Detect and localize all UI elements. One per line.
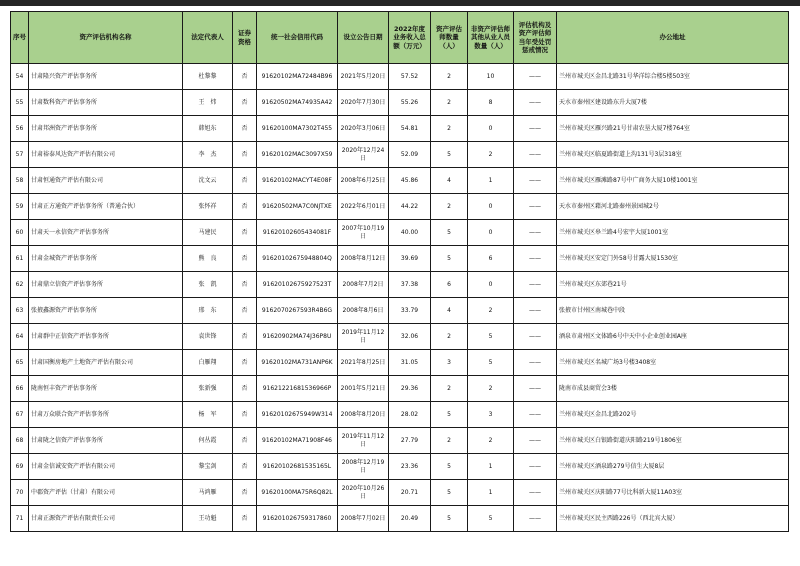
cell-appr: 4 xyxy=(431,168,468,194)
cell-punish: —— xyxy=(514,220,557,246)
table-row xyxy=(11,454,789,480)
cell-legal: 何丛霞 xyxy=(183,428,233,454)
cell-appr: 2 xyxy=(431,376,468,402)
cell-legal: 马建民 xyxy=(183,220,233,246)
table-row xyxy=(11,480,789,506)
cell-punish: —— xyxy=(514,194,557,220)
cell-legal: 王 炜 xyxy=(183,90,233,116)
cell-punish: —— xyxy=(514,402,557,428)
cell-income: 32.06 xyxy=(389,324,431,350)
header-punishment: 评估机构及资产评估师当年受处罚惩戒情况 xyxy=(514,12,557,64)
cell-staff: 5 xyxy=(468,350,514,376)
header-credit-code: 统一社会信用代码 xyxy=(257,12,338,64)
cell-legal: 张新强 xyxy=(183,376,233,402)
cell-income: 40.00 xyxy=(389,220,431,246)
cell-code: 91620502MA7C0NJTXE xyxy=(257,194,338,220)
cell-staff: 2 xyxy=(468,142,514,168)
cell-punish: —— xyxy=(514,506,557,532)
cell-address: 张掖市甘州区南城巷中段 xyxy=(557,298,789,324)
cell-name: 张掖鑫源资产评估事务所 xyxy=(29,298,183,324)
table-body xyxy=(11,64,789,532)
cell-index: 59 xyxy=(11,194,29,220)
table-row xyxy=(11,376,789,402)
cell-date: 2020年10月26日 xyxy=(338,480,389,506)
cell-legal: 张 凯 xyxy=(183,272,233,298)
cell-code: 916201026759317860 xyxy=(257,506,338,532)
cell-staff: 1 xyxy=(468,454,514,480)
cell-code: 91620102681535165L xyxy=(257,454,338,480)
cell-income: 29.36 xyxy=(389,376,431,402)
cell-name: 甘肃恒通资产评估有限公司 xyxy=(29,168,183,194)
cell-date: 2001年5月21日 xyxy=(338,376,389,402)
cell-date: 2008年8月20日 xyxy=(338,402,389,428)
cell-sec: 否 xyxy=(233,116,257,142)
cell-name: 甘肃鼎立信资产评估事务所 xyxy=(29,272,183,298)
appraisal-institutions-table xyxy=(10,11,789,532)
cell-staff: 0 xyxy=(468,194,514,220)
cell-income: 23.36 xyxy=(389,454,431,480)
cell-sec: 否 xyxy=(233,298,257,324)
cell-sec: 否 xyxy=(233,454,257,480)
cell-sec: 否 xyxy=(233,246,257,272)
table-row xyxy=(11,194,789,220)
cell-staff: 2 xyxy=(468,376,514,402)
cell-date: 2007年10月19日 xyxy=(338,220,389,246)
table-row xyxy=(11,350,789,376)
table-row xyxy=(11,64,789,90)
cell-index: 58 xyxy=(11,168,29,194)
table-row xyxy=(11,402,789,428)
cell-legal: 杨 军 xyxy=(183,402,233,428)
cell-index: 67 xyxy=(11,402,29,428)
cell-staff: 3 xyxy=(468,402,514,428)
cell-income: 57.52 xyxy=(389,64,431,90)
cell-appr: 2 xyxy=(431,64,468,90)
cell-income: 27.79 xyxy=(389,428,431,454)
cell-staff: 0 xyxy=(468,272,514,298)
cell-staff: 8 xyxy=(468,90,514,116)
cell-index: 66 xyxy=(11,376,29,402)
cell-punish: —— xyxy=(514,428,557,454)
cell-punish: —— xyxy=(514,90,557,116)
cell-punish: —— xyxy=(514,480,557,506)
cell-legal: 黎宝剑 xyxy=(183,454,233,480)
cell-income: 55.26 xyxy=(389,90,431,116)
cell-code: 91620102675927523T xyxy=(257,272,338,298)
cell-name: 中郡资产评估（甘肃）有限公司 xyxy=(29,480,183,506)
cell-punish: —— xyxy=(514,350,557,376)
cell-income: 20.71 xyxy=(389,480,431,506)
cell-appr: 4 xyxy=(431,298,468,324)
cell-appr: 5 xyxy=(431,142,468,168)
cell-name: 甘肃隆兴资产评估事务所 xyxy=(29,64,183,90)
cell-sec: 否 xyxy=(233,376,257,402)
cell-address: 兰州市城关区白银路街道庆阳路219号1806室 xyxy=(557,428,789,454)
cell-income: 39.69 xyxy=(389,246,431,272)
cell-legal: 杜黎黎 xyxy=(183,64,233,90)
cell-income: 54.81 xyxy=(389,116,431,142)
cell-income: 52.09 xyxy=(389,142,431,168)
cell-punish: —— xyxy=(514,376,557,402)
cell-name: 陇南恒丰资产评估事务所 xyxy=(29,376,183,402)
header-announce-date: 设立公告日期 xyxy=(338,12,389,64)
cell-address: 兰州市城关区庆阳路77号比科新大厦11A03室 xyxy=(557,480,789,506)
cell-appr: 2 xyxy=(431,324,468,350)
cell-income: 28.02 xyxy=(389,402,431,428)
cell-index: 71 xyxy=(11,506,29,532)
cell-date: 2008年12月19日 xyxy=(338,454,389,480)
cell-legal: 邢 东 xyxy=(183,298,233,324)
cell-code: 91620902MA74J36P8U xyxy=(257,324,338,350)
header-legal-rep: 法定代表人 xyxy=(183,12,233,64)
cell-date: 2008年8月6日 xyxy=(338,298,389,324)
cell-income: 20.49 xyxy=(389,506,431,532)
cell-staff: 2 xyxy=(468,428,514,454)
cell-code: 91620102675949W314 xyxy=(257,402,338,428)
cell-address: 兰州市城关区民主西路226号（西北宾大厦） xyxy=(557,506,789,532)
cell-name: 甘肃陇之信资产评估事务所 xyxy=(29,428,183,454)
cell-address: 兰州市城关区东郊巷21号 xyxy=(557,272,789,298)
cell-legal: 马鸿雁 xyxy=(183,480,233,506)
cell-income: 45.86 xyxy=(389,168,431,194)
cell-staff: 1 xyxy=(468,480,514,506)
cell-appr: 2 xyxy=(431,428,468,454)
cell-index: 63 xyxy=(11,298,29,324)
cell-code: 91620502MA74935A42 xyxy=(257,90,338,116)
cell-address: 陇南市成县商贸会3楼 xyxy=(557,376,789,402)
cell-punish: —— xyxy=(514,116,557,142)
table-header xyxy=(11,12,789,64)
cell-date: 2008年7月2日 xyxy=(338,272,389,298)
table-row xyxy=(11,116,789,142)
cell-name: 甘肃正源资产评估有限责任公司 xyxy=(29,506,183,532)
cell-address: 兰州市城关区金昌北路31号华洋综合楼5楼503室 xyxy=(557,64,789,90)
cell-sec: 否 xyxy=(233,480,257,506)
cell-legal: 沈文云 xyxy=(183,168,233,194)
cell-income: 33.79 xyxy=(389,298,431,324)
cell-staff: 2 xyxy=(468,298,514,324)
cell-name: 甘肃群中正信资产评估事务所 xyxy=(29,324,183,350)
table-row xyxy=(11,246,789,272)
header-income-2022: 2022年度业务收入总额（万元） xyxy=(389,12,431,64)
cell-appr: 5 xyxy=(431,246,468,272)
cell-address: 兰州市城关区安定门外58号甘露大厦1530室 xyxy=(557,246,789,272)
cell-appr: 2 xyxy=(431,194,468,220)
cell-address: 天水市秦州区建设路东升大厦7楼 xyxy=(557,90,789,116)
cell-date: 2019年11月12日 xyxy=(338,428,389,454)
cell-income: 44.22 xyxy=(389,194,431,220)
cell-sec: 否 xyxy=(233,142,257,168)
cell-legal: 张怀祥 xyxy=(183,194,233,220)
cell-name: 甘肃金信诚安资产评估有限公司 xyxy=(29,454,183,480)
cell-punish: —— xyxy=(514,454,557,480)
cell-index: 55 xyxy=(11,90,29,116)
cell-date: 2022年6月01日 xyxy=(338,194,389,220)
cell-punish: —— xyxy=(514,272,557,298)
cell-code: 91620100MA7302T455 xyxy=(257,116,338,142)
top-dark-bar xyxy=(0,0,800,6)
cell-income: 37.38 xyxy=(389,272,431,298)
cell-index: 60 xyxy=(11,220,29,246)
cell-address: 酒泉市肃州区文体路6号中天中小企业创业园A座 xyxy=(557,324,789,350)
table-row xyxy=(11,428,789,454)
cell-index: 64 xyxy=(11,324,29,350)
cell-date: 2020年3月06日 xyxy=(338,116,389,142)
cell-index: 56 xyxy=(11,116,29,142)
cell-legal: 王功魁 xyxy=(183,506,233,532)
cell-name: 甘肃邦洲资产评估事务所 xyxy=(29,116,183,142)
cell-index: 65 xyxy=(11,350,29,376)
table-row xyxy=(11,324,789,350)
cell-code: 91620100MA75R6Q82L xyxy=(257,480,338,506)
cell-sec: 否 xyxy=(233,506,257,532)
cell-date: 2020年12月24日 xyxy=(338,142,389,168)
header-office-address: 办公地址 xyxy=(557,12,789,64)
cell-address: 兰州市城关区名城广场3号楼3408室 xyxy=(557,350,789,376)
cell-appr: 5 xyxy=(431,506,468,532)
cell-code: 91620102MA72484B96 xyxy=(257,64,338,90)
table-row xyxy=(11,506,789,532)
cell-date: 2008年7月02日 xyxy=(338,506,389,532)
cell-index: 70 xyxy=(11,480,29,506)
cell-date: 2008年8月12日 xyxy=(338,246,389,272)
cell-sec: 否 xyxy=(233,350,257,376)
cell-punish: —— xyxy=(514,168,557,194)
cell-name: 甘肃万众联合资产评估事务所 xyxy=(29,402,183,428)
header-securities: 证券资格 xyxy=(233,12,257,64)
cell-appr: 3 xyxy=(431,350,468,376)
cell-code: 91620102MA731ANP6K xyxy=(257,350,338,376)
cell-punish: —— xyxy=(514,298,557,324)
cell-code: 91620102MAC3097X59 xyxy=(257,142,338,168)
header-index: 序号 xyxy=(11,12,29,64)
cell-punish: —— xyxy=(514,142,557,168)
cell-address: 天水市秦州区藉河北路秦州景园城2号 xyxy=(557,194,789,220)
cell-name: 甘肃天一永信资产评估事务所 xyxy=(29,220,183,246)
cell-code: 91620102675948804Q xyxy=(257,246,338,272)
cell-appr: 5 xyxy=(431,480,468,506)
cell-appr: 5 xyxy=(431,220,468,246)
cell-address: 兰州市城关区酒泉路279号信生大厦8层 xyxy=(557,454,789,480)
cell-code: 91621221681536966P xyxy=(257,376,338,402)
cell-name: 甘肃裕泰风达资产评估有限公司 xyxy=(29,142,183,168)
cell-date: 2020年7月30日 xyxy=(338,90,389,116)
cell-index: 62 xyxy=(11,272,29,298)
cell-index: 68 xyxy=(11,428,29,454)
table-row xyxy=(11,272,789,298)
cell-code: 91620102605434081F xyxy=(257,220,338,246)
header-appraiser-count: 资产评估师数量（人） xyxy=(431,12,468,64)
cell-code: 9162070267593R4B6G xyxy=(257,298,338,324)
cell-name: 甘肃国衡房地产土地资产评估有限公司 xyxy=(29,350,183,376)
cell-appr: 2 xyxy=(431,116,468,142)
cell-code: 91620102MACYT4E08F xyxy=(257,168,338,194)
cell-sec: 否 xyxy=(233,168,257,194)
cell-punish: —— xyxy=(514,246,557,272)
cell-address: 兰州市城关区皋兰路4号宏宇大厦1001室 xyxy=(557,220,789,246)
cell-date: 2019年11月12日 xyxy=(338,324,389,350)
table-row xyxy=(11,90,789,116)
cell-index: 54 xyxy=(11,64,29,90)
cell-punish: —— xyxy=(514,64,557,90)
cell-date: 2008年6月25日 xyxy=(338,168,389,194)
cell-appr: 6 xyxy=(431,272,468,298)
cell-name: 甘肃数科资产评估事务所 xyxy=(29,90,183,116)
table-row xyxy=(11,142,789,168)
cell-staff: 5 xyxy=(468,324,514,350)
cell-income: 31.05 xyxy=(389,350,431,376)
cell-date: 2021年8月25日 xyxy=(338,350,389,376)
cell-sec: 否 xyxy=(233,220,257,246)
cell-staff: 5 xyxy=(468,506,514,532)
table-row xyxy=(11,168,789,194)
cell-staff: 0 xyxy=(468,116,514,142)
cell-index: 61 xyxy=(11,246,29,272)
cell-legal: 李 杰 xyxy=(183,142,233,168)
cell-staff: 0 xyxy=(468,220,514,246)
cell-legal: 白雁翔 xyxy=(183,350,233,376)
cell-date: 2021年5月20日 xyxy=(338,64,389,90)
cell-name: 甘肃金城资产评估事务所 xyxy=(29,246,183,272)
cell-appr: 5 xyxy=(431,454,468,480)
cell-staff: 10 xyxy=(468,64,514,90)
cell-staff: 6 xyxy=(468,246,514,272)
cell-sec: 否 xyxy=(233,272,257,298)
cell-name: 甘肃正方通资产评估事务所（普通合伙） xyxy=(29,194,183,220)
cell-address: 兰州市城关区雁兴路21号甘肃农垦大厦7楼764室 xyxy=(557,116,789,142)
cell-index: 57 xyxy=(11,142,29,168)
cell-sec: 否 xyxy=(233,194,257,220)
cell-punish: —— xyxy=(514,324,557,350)
cell-appr: 2 xyxy=(431,90,468,116)
cell-sec: 否 xyxy=(233,402,257,428)
cell-code: 91620102MA71908F46 xyxy=(257,428,338,454)
cell-index: 69 xyxy=(11,454,29,480)
cell-address: 兰州市城关区雁滩路87号中广商务大厦10楼1001室 xyxy=(557,168,789,194)
cell-sec: 否 xyxy=(233,64,257,90)
cell-legal: 熊 良 xyxy=(183,246,233,272)
cell-sec: 否 xyxy=(233,324,257,350)
cell-address: 兰州市城关区金昌北路202号 xyxy=(557,402,789,428)
cell-appr: 5 xyxy=(431,402,468,428)
header-row xyxy=(11,12,789,64)
header-other-staff: 非资产评估师其他从业人员数量（人） xyxy=(468,12,514,64)
cell-staff: 1 xyxy=(468,168,514,194)
header-institution: 资产评估机构名称 xyxy=(29,12,183,64)
table-row xyxy=(11,298,789,324)
cell-sec: 否 xyxy=(233,428,257,454)
cell-address: 兰州市城关区临夏路街道上沟131号3层318室 xyxy=(557,142,789,168)
cell-legal: 袁世锋 xyxy=(183,324,233,350)
cell-legal: 韩旭东 xyxy=(183,116,233,142)
cell-sec: 否 xyxy=(233,90,257,116)
table-row xyxy=(11,220,789,246)
